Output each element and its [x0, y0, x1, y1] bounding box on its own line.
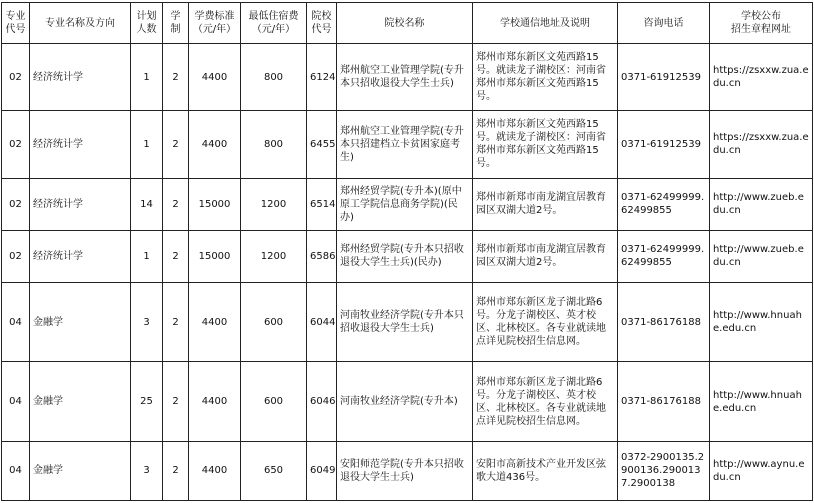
cell-phone: 0371-62499999.62499855: [618, 230, 710, 282]
cell-major: 金融学: [30, 441, 131, 500]
cell-website[interactable]: https://zsxxw.zua.edu.cn: [710, 44, 813, 111]
cell-website[interactable]: http://www.aynu.edu.cn: [710, 441, 813, 500]
cell-dorm: 1200: [241, 178, 307, 230]
cell-code: 04: [2, 441, 30, 500]
cell-tuition: 15000: [189, 230, 241, 282]
cell-plan: 25: [131, 362, 163, 441]
admissions-table: [1, 2, 813, 501]
cell-years: 2: [163, 362, 189, 441]
cell-phone: 0371-86176188: [618, 362, 710, 441]
cell-plan: 3: [131, 283, 163, 362]
cell-dorm: 600: [241, 283, 307, 362]
cell-school-code: 6044: [307, 283, 337, 362]
table-row: [2, 362, 813, 441]
header-code: 专业 代号: [2, 3, 30, 44]
header-school-name: 院校名称: [337, 3, 473, 44]
cell-website[interactable]: http://www.hnuahe.edu.cn: [710, 283, 813, 362]
cell-dorm: 1200: [241, 230, 307, 282]
cell-years: 2: [163, 111, 189, 178]
cell-plan: 1: [131, 44, 163, 111]
cell-tuition: 4400: [189, 283, 241, 362]
cell-tuition: 4400: [189, 111, 241, 178]
header-years: 学制: [163, 3, 189, 44]
cell-school-name: 郑州航空工业管理学院(专升本只招收退役大学生士兵): [337, 44, 473, 111]
cell-major: 经济统计学: [30, 178, 131, 230]
table-row: [2, 178, 813, 230]
cell-plan: 14: [131, 178, 163, 230]
cell-school-code: 6124: [307, 44, 337, 111]
cell-major: 经济统计学: [30, 44, 131, 111]
cell-dorm: 650: [241, 441, 307, 500]
cell-website[interactable]: http://www.zueb.edu.cn: [710, 230, 813, 282]
cell-school-name: 郑州经贸学院(专升本)(原中原工学院信息商务学院)(民办): [337, 178, 473, 230]
header-dorm: 最低住宿费 （元/年）: [241, 3, 307, 44]
header-website: 学校公布 招生章程网址: [710, 3, 813, 44]
cell-school-code: 6455: [307, 111, 337, 178]
cell-major: 金融学: [30, 283, 131, 362]
table-row: [2, 111, 813, 178]
header-tuition: 学费标准 （元/年）: [189, 3, 241, 44]
cell-plan: 1: [131, 111, 163, 178]
admissions-table-container: [1, 2, 812, 501]
cell-school-name: 河南牧业经济学院(专升本): [337, 362, 473, 441]
cell-address: 安阳市高新技术产业开发区弦歌大道436号。: [473, 441, 618, 500]
header-major: 专业名称及方向: [30, 3, 131, 44]
cell-phone: 0371-62499999.62499855: [618, 178, 710, 230]
cell-years: 2: [163, 230, 189, 282]
cell-address: 郑州市新郑市南龙湖宜居教育园区双湖大道2号。: [473, 178, 618, 230]
cell-code: 02: [2, 44, 30, 111]
cell-code: 02: [2, 178, 30, 230]
cell-address: 郑州市郑东新区文苑西路15号。就读龙子湖校区：河南省郑州市郑东新区文苑西路15号。: [473, 44, 618, 111]
cell-dorm: 600: [241, 362, 307, 441]
cell-address: 郑州市郑东新区文苑西路15号。就读龙子湖校区：河南省郑州市郑东新区文苑西路15号。: [473, 111, 618, 178]
cell-school-code: 6514: [307, 178, 337, 230]
cell-school-code: 6046: [307, 362, 337, 441]
cell-years: 2: [163, 283, 189, 362]
cell-phone: 0371-86176188: [618, 283, 710, 362]
cell-website[interactable]: http://www.hnuahe.edu.cn: [710, 362, 813, 441]
cell-tuition: 15000: [189, 178, 241, 230]
cell-code: 04: [2, 362, 30, 441]
table-row: [2, 44, 813, 111]
cell-code: 02: [2, 230, 30, 282]
cell-school-name: 郑州航空工业管理学院(专升本只招建档立卡贫困家庭考生): [337, 111, 473, 178]
cell-school-name: 河南牧业经济学院(专升本只招收退役大学生士兵): [337, 283, 473, 362]
cell-plan: 1: [131, 230, 163, 282]
header-plan: 计划 人数: [131, 3, 163, 44]
header-row: [2, 3, 813, 44]
cell-website[interactable]: http://www.zueb.edu.cn: [710, 178, 813, 230]
cell-school-name: 安阳师范学院(专升本只招收退役大学生士兵): [337, 441, 473, 500]
table-row: [2, 283, 813, 362]
cell-phone: 0372-2900135.2900136.2900137.2900138: [618, 441, 710, 500]
cell-tuition: 4400: [189, 44, 241, 111]
table-row: [2, 441, 813, 500]
header-address: 学校通信地址及说明: [473, 3, 618, 44]
cell-major: 经济统计学: [30, 111, 131, 178]
cell-code: 04: [2, 283, 30, 362]
cell-dorm: 800: [241, 111, 307, 178]
cell-address: 郑州市郑东新区龙子湖北路6号。分龙子湖校区、英才校区、北林校区。各专业就读地点详见院校招生信息网。: [473, 362, 618, 441]
cell-phone: 0371-61912539: [618, 44, 710, 111]
cell-years: 2: [163, 44, 189, 111]
header-school-code: 院校 代号: [307, 3, 337, 44]
cell-tuition: 4400: [189, 441, 241, 500]
cell-major: 经济统计学: [30, 230, 131, 282]
cell-phone: 0371-61912539: [618, 111, 710, 178]
cell-website[interactable]: https://zsxxw.zua.edu.cn: [710, 111, 813, 178]
cell-plan: 3: [131, 441, 163, 500]
cell-dorm: 800: [241, 44, 307, 111]
cell-school-code: 6049: [307, 441, 337, 500]
cell-tuition: 4400: [189, 362, 241, 441]
cell-address: 郑州市郑东新区龙子湖北路6号。分龙子湖校区、英才校区、北林校区。各专业就读地点详见院校招生信息网。: [473, 283, 618, 362]
table-row: [2, 230, 813, 282]
header-phone: 咨询电话: [618, 3, 710, 44]
cell-school-name: 郑州经贸学院(专升本只招收退役大学生士兵)(民办): [337, 230, 473, 282]
cell-years: 2: [163, 178, 189, 230]
cell-school-code: 6586: [307, 230, 337, 282]
cell-years: 2: [163, 441, 189, 500]
cell-code: 02: [2, 111, 30, 178]
cell-address: 郑州市新郑市南龙湖宜居教育园区双湖大道2号。: [473, 230, 618, 282]
cell-major: 金融学: [30, 362, 131, 441]
